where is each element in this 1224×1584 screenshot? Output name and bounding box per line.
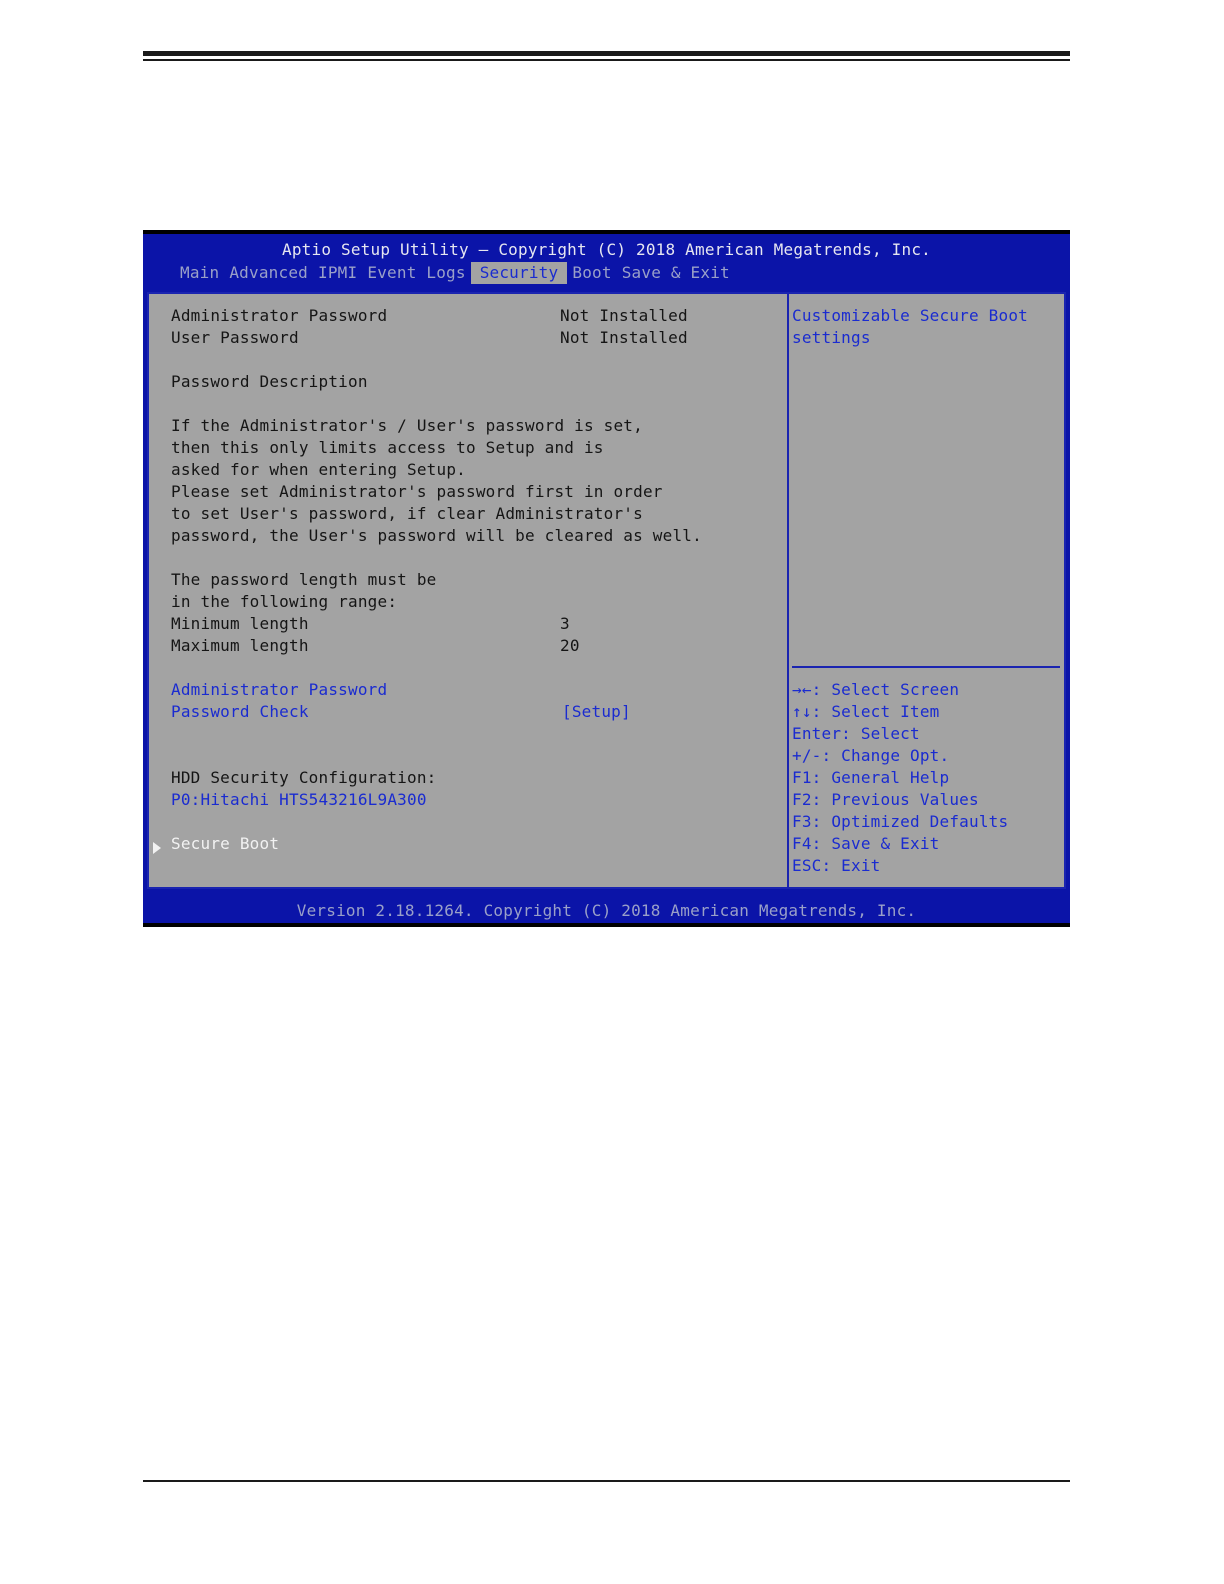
min-length-value: 3 (560, 614, 570, 633)
admin-password-status-value: Not Installed (560, 306, 688, 325)
password-description-heading: Password Description (171, 372, 368, 391)
user-password-status-label: User Password (171, 328, 299, 347)
help-key-enter: Enter: Select (792, 724, 920, 743)
tab-advanced[interactable]: Advanced (229, 263, 309, 282)
help-key-select-item: ↑↓: Select Item (792, 702, 940, 721)
help-key-f2: F2: Previous Values (792, 790, 979, 809)
bios-title: Aptio Setup Utility – Copyright (C) 2018 American Megatrends, Inc. (282, 240, 931, 259)
panel-divider (787, 294, 789, 887)
help-divider (792, 666, 1060, 668)
length-info-line: in the following range: (171, 592, 398, 611)
bios-setup-screen (143, 230, 1070, 927)
tab-ipmi[interactable]: IPMI (318, 263, 358, 282)
tab-save-exit[interactable]: Save & Exit (621, 263, 730, 282)
tab-main[interactable]: Main (180, 263, 220, 282)
description-line: password, the User's password will be cleared as well. (171, 526, 702, 545)
description-line: then this only limits access to Setup and is (171, 438, 604, 457)
description-line: Please set Administrator's password first in order (171, 482, 663, 501)
page-top-rule-thin (143, 59, 1070, 61)
help-description-line: Customizable Secure Boot (792, 306, 1028, 325)
length-info-line: The password length must be (171, 570, 437, 589)
description-line: If the Administrator's / User's password is set, (171, 416, 643, 435)
admin-password-status-label: Administrator Password (171, 306, 388, 325)
administrator-password-option[interactable]: Administrator Password (171, 680, 388, 699)
page-top-rule (143, 51, 1070, 56)
help-description-line: settings (792, 328, 871, 347)
description-line: to set User's password, if clear Administrator's (171, 504, 643, 523)
help-key-f4: F4: Save & Exit (792, 834, 940, 853)
tab-boot[interactable]: Boot (572, 263, 612, 282)
password-check-value[interactable]: [Setup] (562, 702, 631, 721)
help-key-change-opt: +/-: Change Opt. (792, 746, 950, 765)
description-line: asked for when entering Setup. (171, 460, 466, 479)
page-bottom-rule (143, 1480, 1070, 1482)
help-key-esc: ESC: Exit (792, 856, 881, 875)
tab-bar (175, 262, 735, 284)
submenu-arrow-icon (153, 842, 161, 854)
user-password-status-value: Not Installed (560, 328, 688, 347)
hdd-item[interactable]: P0:Hitachi HTS543216L9A300 (171, 790, 427, 809)
max-length-value: 20 (560, 636, 580, 655)
password-check-option[interactable]: Password Check (171, 702, 309, 721)
min-length-label: Minimum length (171, 614, 309, 633)
help-key-f3: F3: Optimized Defaults (792, 812, 1009, 831)
settings-panel (147, 292, 1066, 889)
max-length-label: Maximum length (171, 636, 309, 655)
tab-security[interactable]: Security (471, 262, 568, 284)
help-key-f1: F1: General Help (792, 768, 950, 787)
version-footer: Version 2.18.1264. Copyright (C) 2018 American Megatrends, Inc. (296, 901, 917, 920)
tab-event-logs[interactable]: Event Logs (367, 263, 466, 282)
help-key-select-screen: →←: Select Screen (792, 680, 960, 699)
hdd-security-heading: HDD Security Configuration: (171, 768, 437, 787)
secure-boot-item[interactable]: Secure Boot (171, 834, 280, 853)
